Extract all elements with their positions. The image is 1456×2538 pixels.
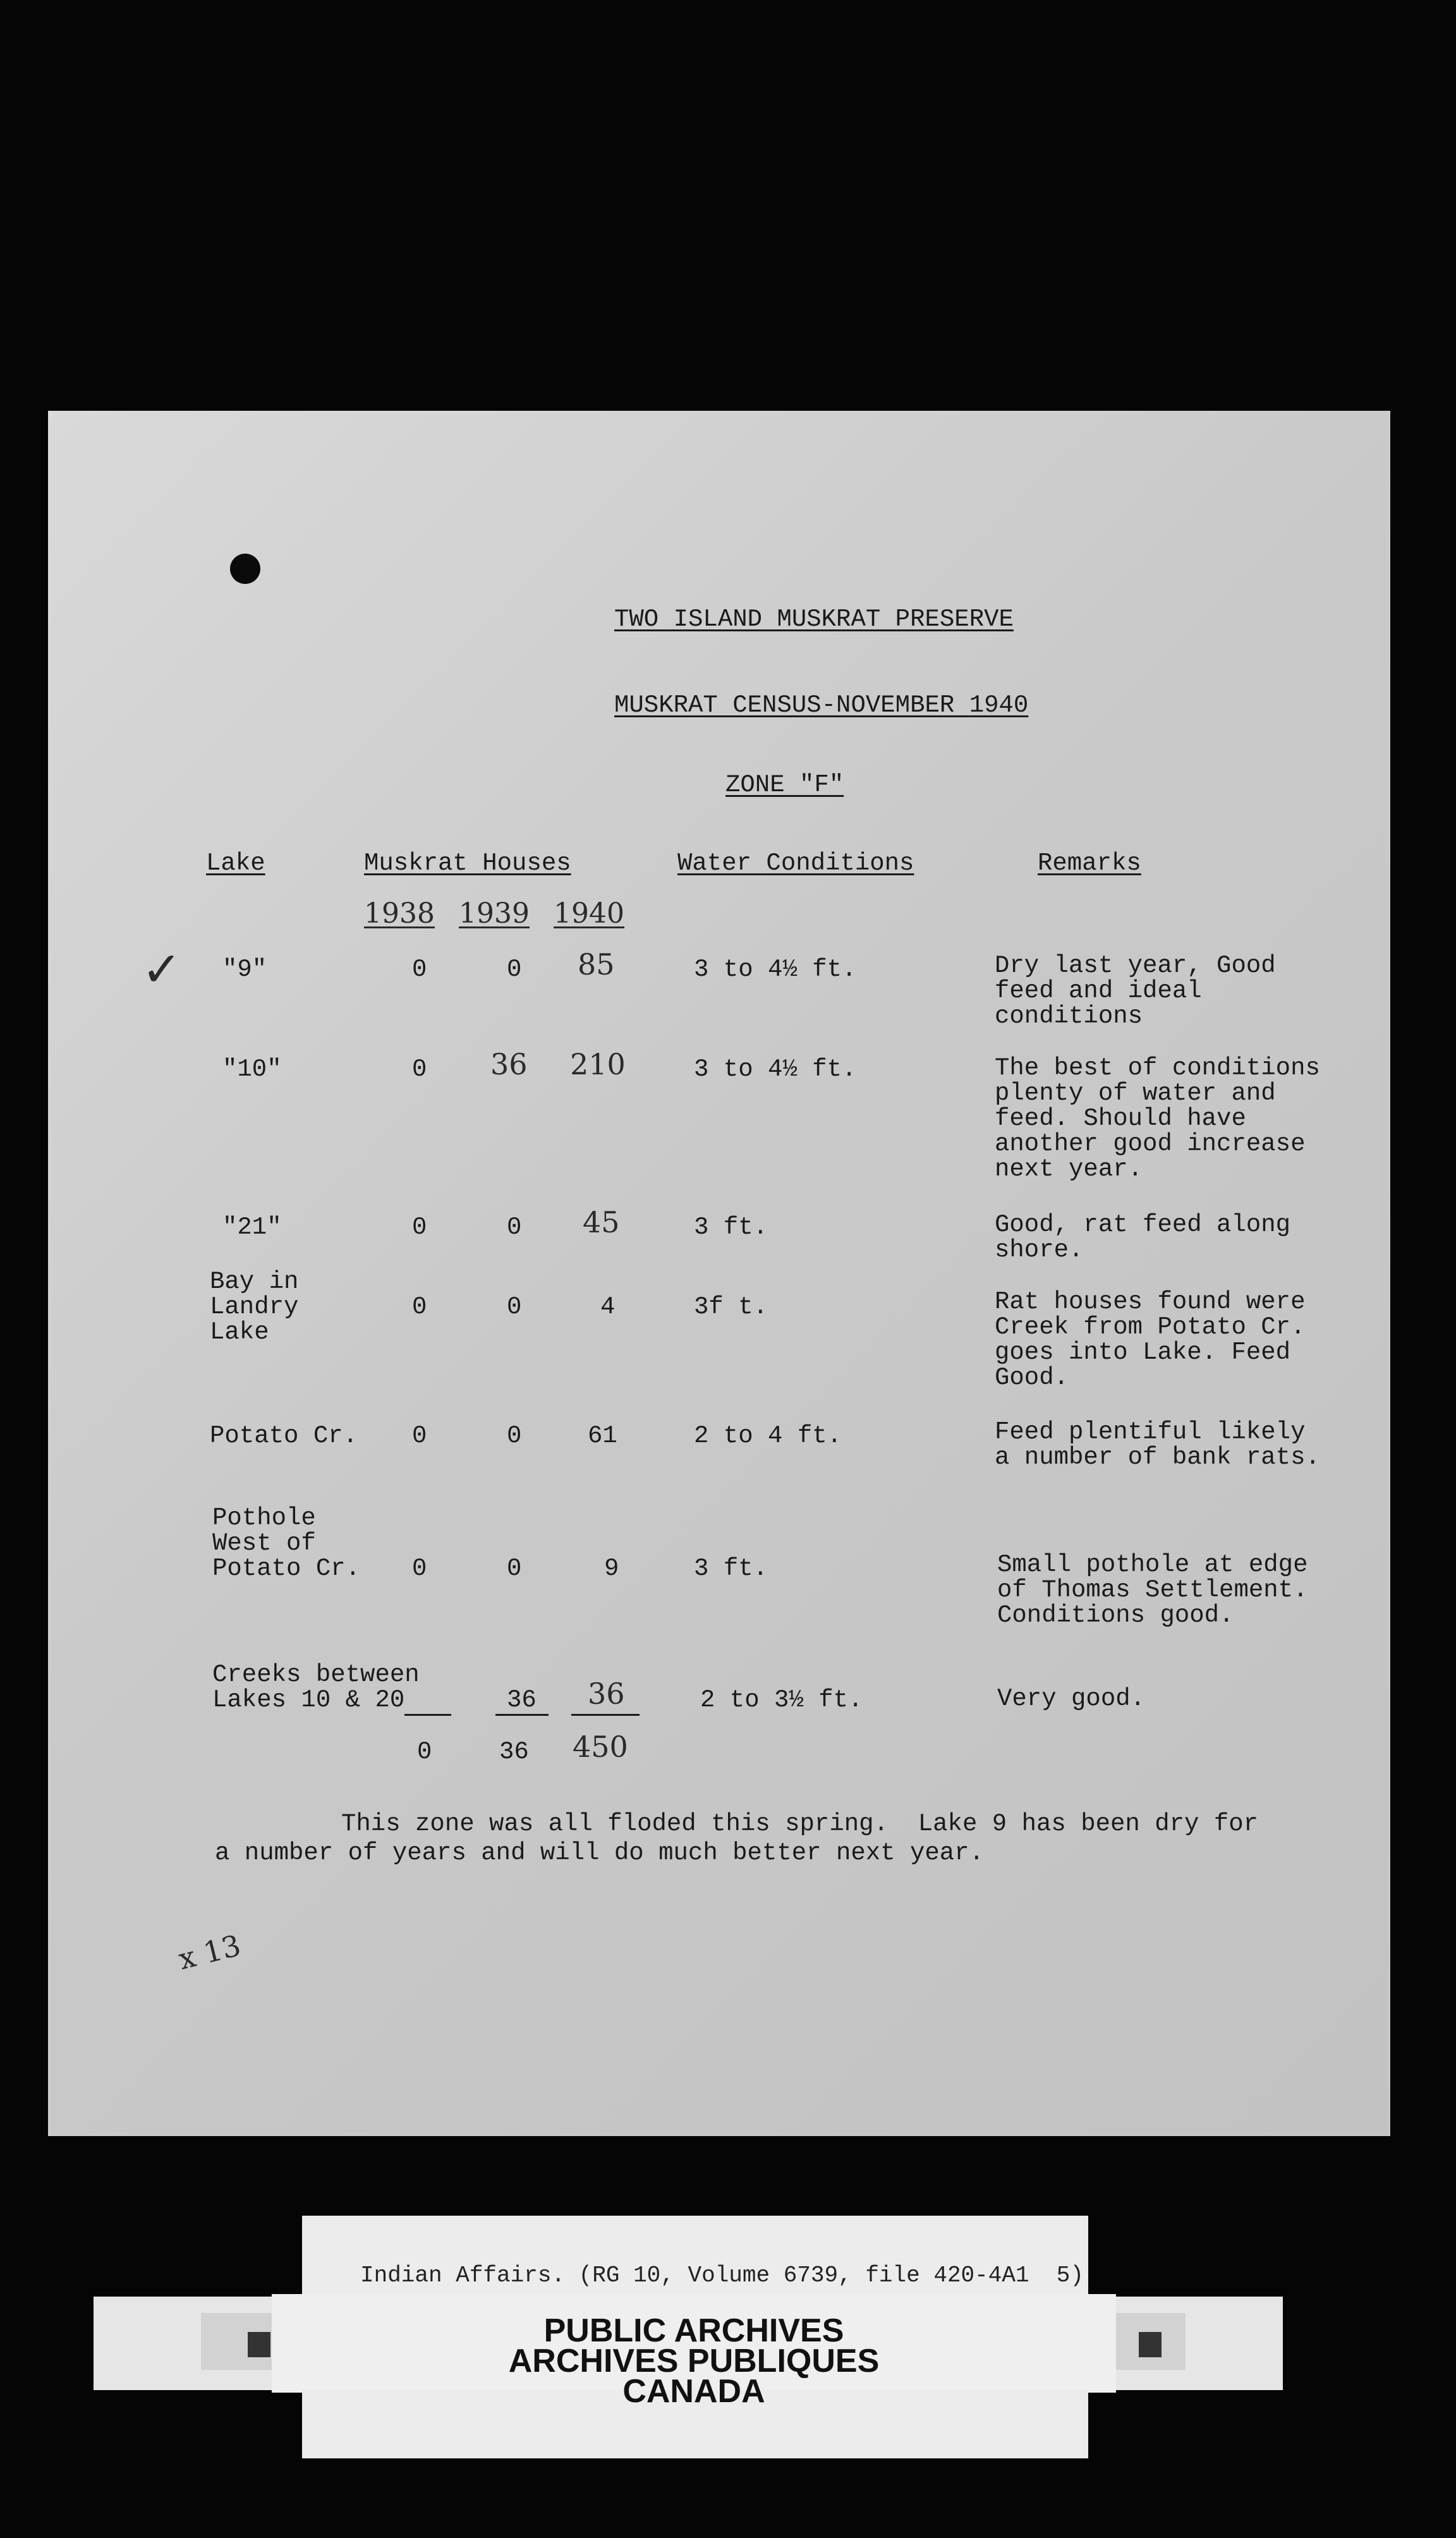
row-10-water: 3 to 4½ ft. — [694, 1055, 857, 1083]
handwritten-note: x 13 — [174, 1928, 245, 1977]
punch-hole — [230, 554, 260, 584]
row-21-lake: "21" — [222, 1213, 282, 1241]
row-potato-1938: 0 — [412, 1422, 427, 1450]
row-landry-remarks-3: goes into Lake. Feed — [995, 1339, 1291, 1366]
row-21-1939: 0 — [507, 1213, 522, 1241]
header-water-conditions: Water Conditions — [677, 849, 914, 877]
document-title: TWO ISLAND MUSKRAT PRESERVE — [614, 605, 1014, 633]
row-potato-water: 2 to 4 ft. — [694, 1422, 842, 1450]
row-pothole-remarks-1: Small pothole at edge — [997, 1551, 1308, 1579]
header-remarks: Remarks — [1038, 849, 1141, 877]
row-pothole-remarks-2: of Thomas Settlement. — [997, 1576, 1308, 1604]
header-muskrat-houses: Muskrat Houses — [364, 849, 571, 877]
row-pothole-remarks-3: Conditions good. — [997, 1601, 1234, 1629]
row-potato-remarks-2: a number of bank rats. — [995, 1443, 1320, 1471]
zone-heading: ZONE "F" — [725, 771, 844, 799]
subtotal-rule-1940 — [571, 1714, 640, 1716]
footnote-line-1: This zone was all floded this spring. Lake 9 has been dry for — [341, 1810, 1259, 1838]
row-9-remarks-1: Dry last year, Good — [995, 952, 1276, 980]
row-9-remarks-3: conditions — [995, 1002, 1143, 1030]
row-10-lake: "10" — [222, 1055, 282, 1083]
row-pothole-1940: 9 — [604, 1555, 619, 1582]
archive-line-1: PUBLIC ARCHIVES — [543, 2312, 844, 2349]
row-9-1938: 0 — [412, 956, 427, 983]
subtotal-rule-1939 — [495, 1714, 549, 1716]
row-21-water: 3 ft. — [694, 1213, 768, 1241]
row-pothole-lake-2: West of — [212, 1529, 316, 1557]
year-1940: 1940 — [554, 897, 624, 930]
row-21-remarks-1: Good, rat feed along — [995, 1211, 1291, 1239]
archive-line-2: ARCHIVES PUBLIQUES — [508, 2343, 880, 2379]
row-pothole-lake-3: Potato Cr. — [212, 1555, 361, 1582]
row-9-lake: "9" — [222, 956, 267, 983]
row-creeks-water: 2 to 3½ ft. — [700, 1686, 863, 1714]
row-9-remarks-2: feed and ideal — [995, 977, 1202, 1005]
row-pothole-lake-1: Pothole — [212, 1504, 316, 1532]
row-potato-1939: 0 — [507, 1422, 522, 1450]
row-9-water: 3 to 4½ ft. — [694, 956, 857, 983]
row-10-remarks-1: The best of conditions — [995, 1054, 1320, 1082]
subtotal-rule-1938 — [404, 1714, 451, 1716]
label-clip-right-mark — [1139, 2332, 1162, 2357]
footnote-line-2: a number of years and will do much better next year. — [215, 1839, 984, 1867]
row-10-1940: 210 — [570, 1047, 626, 1081]
row-pothole-water: 3 ft. — [694, 1555, 768, 1582]
row-landry-1940: 4 — [600, 1293, 616, 1321]
total-1938: 0 — [417, 1738, 432, 1766]
row-creeks-1940: 36 — [588, 1677, 625, 1711]
row-landry-lake-1: Bay in — [210, 1268, 299, 1296]
handwritten-check-mark: ✓ — [142, 941, 182, 997]
row-creeks-lake-1: Creeks between — [212, 1661, 420, 1689]
archive-line-3: CANADA — [622, 2373, 765, 2410]
row-10-remarks-3: feed. Should have — [995, 1105, 1246, 1132]
row-9-1940: 85 — [578, 947, 615, 981]
row-creeks-remarks-1: Very good. — [997, 1685, 1146, 1713]
label-clip-left-mark — [248, 2332, 270, 2357]
year-1939: 1939 — [459, 897, 530, 930]
total-1940: 450 — [573, 1730, 628, 1764]
header-lake: Lake — [206, 849, 265, 877]
row-potato-1940: 61 — [588, 1422, 617, 1450]
row-landry-remarks-2: Creek from Potato Cr. — [995, 1313, 1306, 1341]
row-10-remarks-5: next year. — [995, 1155, 1143, 1183]
row-landry-lake-3: Lake — [210, 1318, 269, 1346]
row-creeks-1939: 36 — [507, 1686, 537, 1714]
document-subtitle: MUSKRAT CENSUS-NOVEMBER 1940 — [614, 691, 1029, 719]
row-10-remarks-4: another good increase — [995, 1130, 1306, 1158]
row-landry-water: 3f t. — [694, 1293, 768, 1321]
row-pothole-1939: 0 — [507, 1555, 522, 1582]
total-1939: 36 — [499, 1738, 529, 1766]
row-landry-remarks-4: Good. — [995, 1364, 1069, 1392]
row-potato-remarks-1: Feed plentiful likely — [995, 1418, 1306, 1446]
row-21-1940: 45 — [583, 1205, 620, 1239]
row-potato-lake: Potato Cr. — [210, 1422, 358, 1450]
row-21-1938: 0 — [412, 1213, 427, 1241]
archive-reference: Indian Affairs. (RG 10, Volume 6739, file 420-4A1 5) — [360, 2262, 1084, 2288]
row-10-remarks-2: plenty of water and — [995, 1079, 1276, 1107]
row-10-1939: 36 — [490, 1047, 528, 1081]
row-10-1938: 0 — [412, 1055, 427, 1083]
row-pothole-1938: 0 — [412, 1555, 427, 1582]
row-9-1939: 0 — [507, 956, 522, 983]
row-landry-1939: 0 — [507, 1293, 522, 1321]
row-21-remarks-2: shore. — [995, 1236, 1084, 1264]
year-1938: 1938 — [364, 897, 435, 930]
row-creeks-lake-2: Lakes 10 & 20 — [212, 1686, 405, 1714]
row-landry-lake-2: Landry — [210, 1293, 299, 1321]
row-landry-remarks-1: Rat houses found were — [995, 1288, 1306, 1316]
row-landry-1938: 0 — [412, 1293, 427, 1321]
